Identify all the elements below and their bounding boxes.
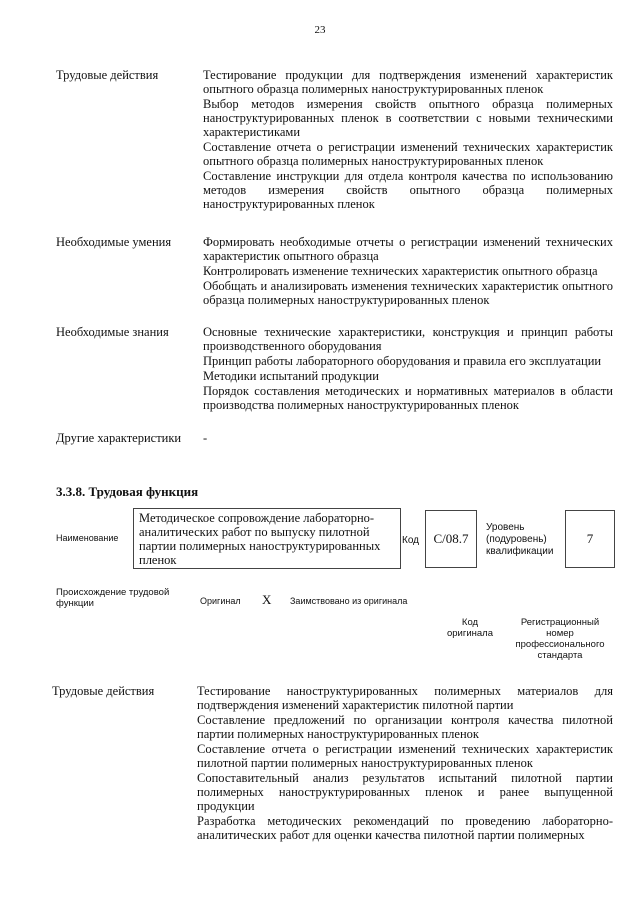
level-value: 7 [586,531,594,546]
labor-action-item: Составление предложений по организации контроля качества пилотной партии полимерных наноструктурированных пленок [197,713,613,741]
knowledge-label: Необходимые знания [56,325,169,339]
skills-label: Необходимые умения [56,235,172,249]
name-value: Методическое сопровождение лабораторно-аналитических работ по выпуску пилотной партии полимерных наноструктурированных пленок [139,511,381,567]
knowledge-item: Методики испытаний продукции [203,369,379,383]
skill-item: Контролировать изменение технических характеристик опытного образца [203,264,598,278]
origin-label: Происхождение трудовой функции [56,587,170,609]
code-original-label: Код оригинала [446,617,493,639]
skills-list [203,235,613,308]
code-value: C/08.7 [433,531,469,546]
labor-action-item: Тестирование продукции для подтверждения изменений характеристик опытного образца полимерных наноструктурированных пленок [203,68,613,96]
section-heading: 3.3.8. Трудовая функция [56,484,199,499]
borrowed-label: Заимствовано из оригинала [290,596,408,606]
labor-actions-label-2: Трудовые действия [52,684,155,698]
labor-actions-list [203,68,613,212]
name-label: Наименование [56,533,119,543]
labor-actions-list-2 [197,684,613,843]
skill-item: Формировать необходимые отчеты о регистрации изменений технических характеристик опытного образца [203,235,613,263]
other-characteristics-label: Другие характеристики [56,431,182,445]
labor-action-item: Составление отчета о регистрации изменений технических характеристик пилотной партии полимерных наноструктурированных пленок [197,742,613,770]
labor-action-item: Составление отчета о регистрации изменений технических характеристик опытного образца полимерных наноструктурированных пленок [203,140,613,168]
original-label: Оригинал [200,596,241,606]
other-characteristics-value: - [203,431,208,445]
qualification-level-label: Уровень (подуровень) квалификации [486,522,554,557]
labor-action-item: Составление инструкции для отдела контроля качества по использованию методов измерения свойств опытного образца полимерных наноструктурированных пленок [203,169,613,211]
labor-action-item: Сопоставительный анализ результатов испытаний пилотной партии полимерных наноструктурированных пленок и ранее выпущенной продукции [197,771,613,813]
labor-actions-label: Трудовые действия [56,68,159,82]
knowledge-item: Принцип работы лабораторного оборудования и правила его эксплуатации [203,354,602,368]
knowledge-list [203,325,613,413]
registration-number-label: Регистрационный номер профессионального стандарта [515,617,605,661]
knowledge-item: Порядок составления методических и нормативных материалов в области производства полимерных наноструктурированных пленок [203,384,613,412]
page-number: 23 [314,24,326,36]
knowledge-item: Основные технические характеристики, конструкция и принцип работы производственного оборудования [203,325,613,353]
labor-action-item: Тестирование наноструктурированных полимерных материалов для подтверждения изменений характеристик пилотной партии [197,684,613,712]
skill-item: Обобщать и анализировать изменения технических характеристик опытного образца полимерных наноструктурированных пленок [203,279,613,307]
original-checkmark: X [262,592,272,607]
code-label: Код [402,535,420,546]
labor-action-item: Выбор методов измерения свойств опытного образца полимерных наноструктурированных пленок в соответствии с новыми техническими характеристиками [203,97,613,139]
labor-action-item: Разработка методических рекомендаций по проведению лабораторно-аналитических работ для оценки качества пилотной партии полимерных [197,814,613,842]
